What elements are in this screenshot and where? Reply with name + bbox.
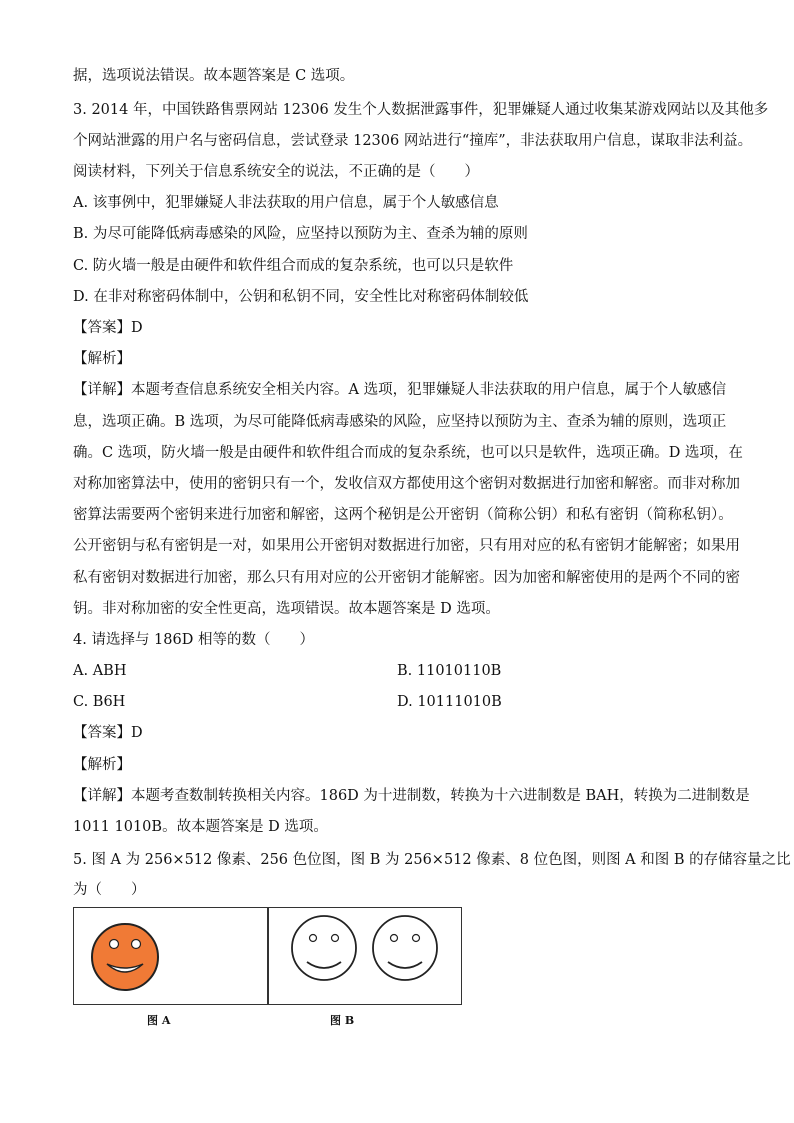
explanation-line: 息，选项正确。B 选项，为尽可能降低病毒感染的风险，应坚持以预防为主、查杀为辅的原则，选项正 [73,414,727,430]
figure-a-drawing [74,908,267,1004]
question-5-stem: 5. 图 A 为 256×512 像素、256 色位图，图 B 为 256×512 像素、8 位色图，则图 A 和图 B 的存储容量之比 [73,852,791,868]
smiley-eye-icon [391,935,398,942]
figure-b-drawing [269,908,461,1004]
explanation-line: 密算法需要两个密钥来进行加密和解密，这两个秘钥是公开密钥（简称公钥）和私有密钥（简称私钥）。 [73,507,733,523]
option-a: A. 该事例中，犯罪嫌疑人非法获取的用户信息，属于个人敏感信息 [73,195,499,211]
option-b: B. 11010110B [397,663,502,679]
text-line: 阅读材料，下列关于信息系统安全的说法，不正确的是（ ） [73,164,479,180]
explanation-line: 【详解】本题考查信息系统安全相关内容。A 选项，犯罪嫌疑人非法获取的用户信息，属于个人敏感信 [73,382,727,398]
explanation-line: 对称加密算法中，使用的密钥只有一个，发收信双方都使用这个密钥对数据进行加密和解密。而非对称加 [73,476,740,492]
figure-b-box [268,907,462,1005]
figure-b-caption: 图 B [330,1014,355,1027]
analysis-label: 【解析】 [73,351,131,367]
question-3-stem: 3. 2014 年，中国铁路售票网站 12306 发生个人数据泄露事件，犯罪嫌疑人通过收集某游戏网站以及其他多 [73,102,769,118]
text-line: 为（ ） [73,882,146,898]
analysis-label: 【解析】 [73,757,131,773]
option-d: D. 10111010B [397,694,502,710]
explanation-line: 【详解】本题考查数制转换相关内容。186D 为十进制数，转换为十六进制数是 BAH，转换为二进制数是 [73,788,750,804]
smiley-eye-icon [332,935,339,942]
option-c: C. B6H [73,694,126,710]
smiley-eye-icon [132,940,141,949]
explanation-line: 私有密钥对数据进行加密，那么只有用对应的公开密钥才能解密。因为加密和解密使用的是两个不同的密 [73,570,740,586]
explanation-line: 钥。非对称加密的安全性更高，选项错误。故本题答案是 D 选项。 [73,601,500,617]
answer-label: 【答案】D [73,725,143,741]
answer-label: 【答案】D [73,320,143,336]
explanation-line: 1011 1010B。故本题答案是 D 选项。 [73,819,328,835]
option-c: C. 防火墙一般是由硬件和软件组合而成的复杂系统，也可以只是软件 [73,258,514,274]
text-line: 个网站泄露的用户名与密码信息，尝试登录 12306 网站进行“撞库”，非法获取用户信息，谋取非法利益。 [73,133,753,149]
explanation-line: 公开密钥与私有密钥是一对，如果用公开密钥对数据进行加密，只有用对应的私有密钥才能解密；如果用 [73,538,740,554]
option-d: D. 在非对称密码体制中，公钥和私钥不同，安全性比对称密码体制较低 [73,289,529,305]
smiley-face-icon [92,924,158,990]
smiley-face-icon [373,916,437,980]
smiley-eye-icon [310,935,317,942]
text-line: 据，选项说法错误。故本题答案是 C 选项。 [73,68,355,84]
question-4-stem: 4. 请选择与 186D 相等的数（ ） [73,632,314,648]
smiley-face-icon [292,916,356,980]
option-b: B. 为尽可能降低病毒感染的风险，应坚持以预防为主、查杀为辅的原则 [73,226,528,242]
figure-a-caption: 图 A [147,1014,171,1027]
explanation-line: 确。C 选项，防火墙一般是由硬件和软件组合而成的复杂系统，也可以只是软件，选项正确。D 选项，在 [73,445,743,461]
figure-a-box [73,907,268,1005]
option-a: A. ABH [73,663,127,679]
smiley-eye-icon [110,940,119,949]
smiley-eye-icon [413,935,420,942]
